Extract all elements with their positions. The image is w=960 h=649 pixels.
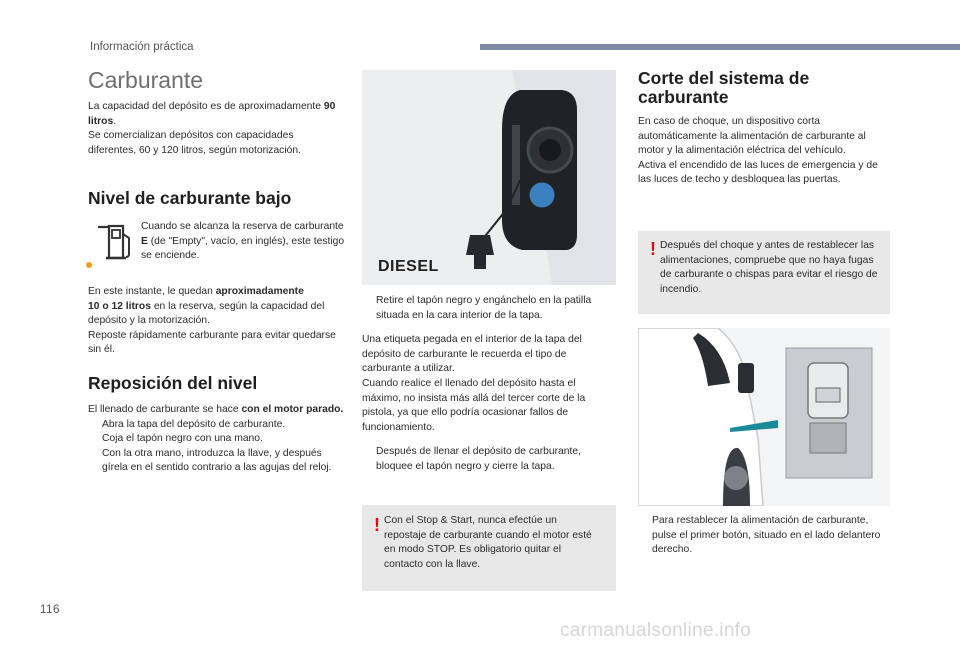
fuel-cap-photo	[362, 70, 616, 285]
reposicion-text: El llenado de carburante se hace con el motor parado. Abra la tapa del depósito de carburante. Coja el tapón negro con una mano. Con la otra mano, introduzca la llave, y después gírela en el sentido contrario a las agujas del reloj.	[88, 403, 350, 476]
list-item: Retire el tapón negro y engánchelo en la patilla situada en la cara interior de la tapa.	[376, 295, 592, 321]
fuel-pump-icon	[96, 224, 136, 266]
warning-icon: !	[650, 239, 656, 259]
watermark: carmanualsonline.info	[560, 620, 752, 641]
list-item: Para restablecer la alimentación de carburante, pulse el primer botón, situado en el lado delantero derecho.	[652, 515, 881, 556]
corte-text: En caso de choque, un dispositivo corta automáticamente la alimentación de carburante al motor y la alimentación eléctrica del vehículo. Activa el encendido de las luces de emergencia y de las luces de techo y desbloquea las puertas.	[638, 116, 878, 186]
header-bar	[480, 44, 960, 50]
carburante-title: Carburante	[88, 67, 204, 93]
corte-step-text	[638, 514, 890, 558]
nivel-reserve-text: En este instante, le quedan aproximadamente 10 o 12 litros en la reserva, según la capacidad del depósito y la motorización. Reposte rápidamente carburante para evitar quedarse sin él.	[88, 286, 336, 356]
section-label: Información práctica	[90, 41, 194, 53]
warning-icon: !	[374, 515, 380, 535]
reposicion-title: Reposición del nivel	[88, 373, 258, 393]
crash-warning-text: Después del choque y antes de restablecer las alimentaciones, compruebe que no haya fugas de carburante o chispas para evitar el riesgo de incendio.	[660, 240, 878, 295]
crash-warning-box	[638, 231, 890, 314]
indicator-dot-icon	[86, 262, 92, 268]
list-item: Abra la tapa del depósito de carburante.	[102, 418, 286, 430]
stop-start-warning-box	[362, 505, 616, 591]
nivel-indicator-text: Cuando se alcanza la reserva de carburante E (de "Empty", vacío, en inglés), este testigo se enciende.	[141, 221, 345, 262]
stop-start-warning-text: Con el Stop & Start, nunca efectúe un repostaje de carburante cuando el motor esté en modo STOP. Es obligatorio quitar el contacto con la llave.	[384, 515, 592, 570]
diesel-label: DIESEL	[378, 258, 439, 275]
carburante-capacity-text: La capacidad del depósito es de aproximadamente 90 litros. Se comercializan depósitos con capacidades diferentes, 60 y 120 litros, según motorización.	[88, 101, 336, 156]
corte-title: Corte del sistema de carburante	[638, 68, 810, 107]
page-number: 116	[40, 604, 60, 616]
list-item: Después de llenar el depósito de carburante, bloquee el tapón negro y cierre la tapa.	[376, 446, 581, 473]
van-reset-button-photo	[638, 328, 890, 506]
nivel-title: Nivel de carburante bajo	[88, 188, 292, 208]
middle-text: Retire el tapón negro y engánchelo en la patilla situada en la cara interior de la tapa. Una etiqueta pegada en el interior de la tapa del depósito de carburante le recuerda el tipo de carburante a utilizar. Cuando realice el llenado del depósito hasta el máximo, no insista más allá del tercer corte de la pistola, ya que ello podría ocasionar fallos de funcionamiento. Después de llenar el depósito de carburante, bloquee el tapón negro y cierre la tapa.	[362, 294, 614, 475]
list-item: Con la otra mano, introduzca la llave, y después gírela en el sentido contrario a las agujas del reloj.	[102, 447, 332, 474]
list-item: Coja el tapón negro con una mano.	[102, 433, 263, 445]
